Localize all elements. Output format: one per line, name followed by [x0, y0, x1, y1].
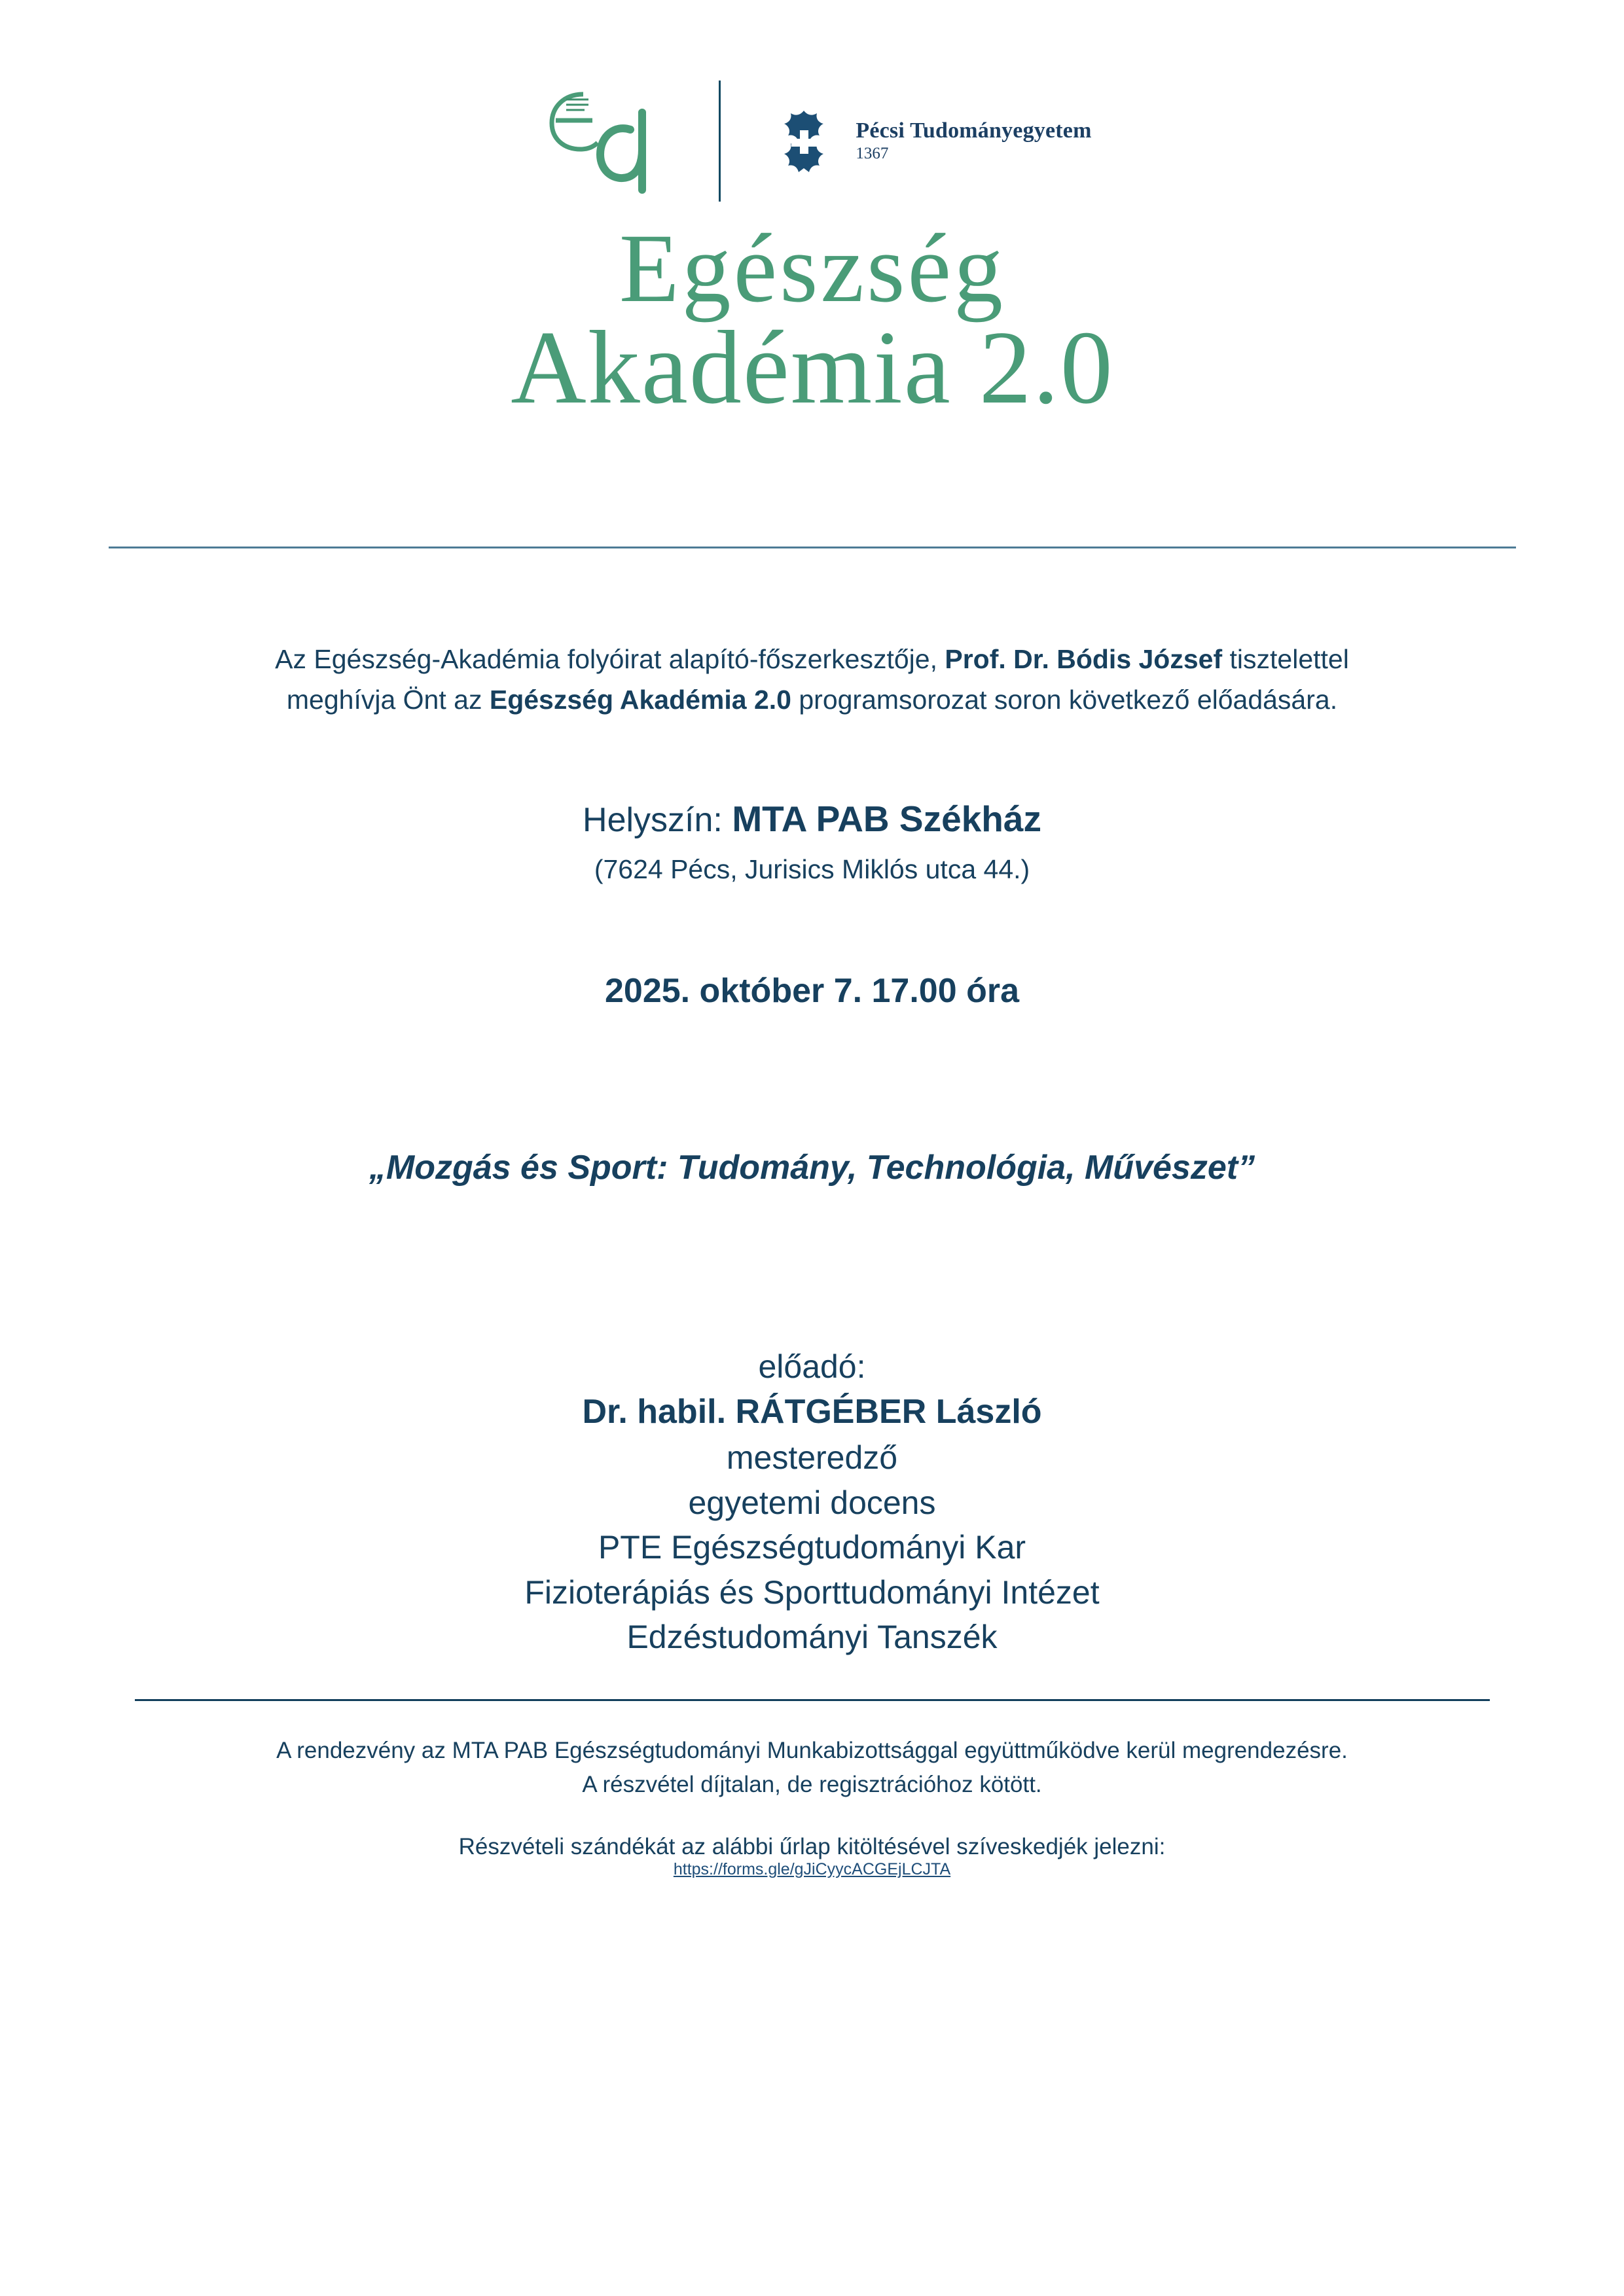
registration-form-link[interactable]: https://forms.gle/gJiCyycACGEjLCJTA — [673, 1859, 951, 1878]
footer-note-line-2: A részvétel díjtalan, de regisztrációhoz kötött. — [582, 1772, 1042, 1798]
speaker-name: Dr. habil. RÁTGÉBER László — [582, 1393, 1042, 1431]
footer-note-line-1: A rendezvény az MTA PAB Egészségtudományi Munkabizottsággal együttműködve kerül megrendezésre. — [276, 1737, 1348, 1763]
egeszseg-akademia-logo-icon — [532, 79, 670, 203]
logo-divider — [719, 81, 721, 202]
wordmark-line1: Egészség — [619, 214, 1005, 323]
footer — [0, 1734, 1624, 1879]
speaker-role-1: mesteredző — [726, 1439, 898, 1477]
event-date: 2025. október 7. 17.00 óra — [604, 971, 1019, 1010]
pte-university-name: Pécsi Tudományegyetem — [856, 118, 1092, 143]
lecture-title: „Mozgás és Sport: Tudomány, Technológia, Művészet” — [369, 1148, 1255, 1187]
venue-line — [0, 798, 1624, 840]
venue-address: (7624 Pécs, Jurisics Miklós utca 44.) — [594, 853, 1030, 884]
bottom-divider-rule — [135, 1699, 1490, 1701]
invitation-content — [0, 639, 1624, 1660]
speaker-label: előadó: — [758, 1348, 866, 1385]
speaker-affiliation-3: Edzéstudományi Tanszék — [626, 1619, 998, 1656]
intro-program-name: Egészség Akadémia 2.0 — [489, 685, 791, 715]
speaker-affiliation-2: Fizioterápiás és Sporttudományi Intézet — [524, 1573, 1100, 1611]
footer-registration-text: Részvételi szándékát az alábbi űrlap kitöltésével szíveskedjék jelezni: — [458, 1833, 1166, 1859]
pte-crest-icon — [770, 107, 839, 175]
logo-row — [0, 0, 1624, 162]
intro-paragraph — [0, 639, 1624, 721]
venue-label: Helyszín: — [583, 800, 732, 839]
intro-text-2: tisztelettel meghívja Önt az — [286, 644, 1349, 715]
pte-founding-year: 1367 — [856, 144, 889, 162]
pte-logo — [770, 107, 1091, 175]
speaker-block — [0, 1344, 1624, 1660]
speaker-affiliation-1: PTE Egészségtudományi Kar — [598, 1529, 1026, 1566]
speaker-role-2: egyetemi docens — [688, 1484, 936, 1521]
intro-text-3: programsorozat soron következő előadására. — [791, 685, 1338, 715]
intro-text-1: Az Egészség-Akadémia folyóirat alapító-főszerkesztője, — [275, 644, 945, 674]
event-wordmark — [0, 213, 1624, 448]
venue-name: MTA PAB Székház — [732, 798, 1041, 839]
intro-editor-name: Prof. Dr. Bódis József — [945, 644, 1223, 674]
wordmark-line2: Akadémia 2.0 — [510, 309, 1114, 425]
top-divider-rule — [109, 547, 1516, 548]
